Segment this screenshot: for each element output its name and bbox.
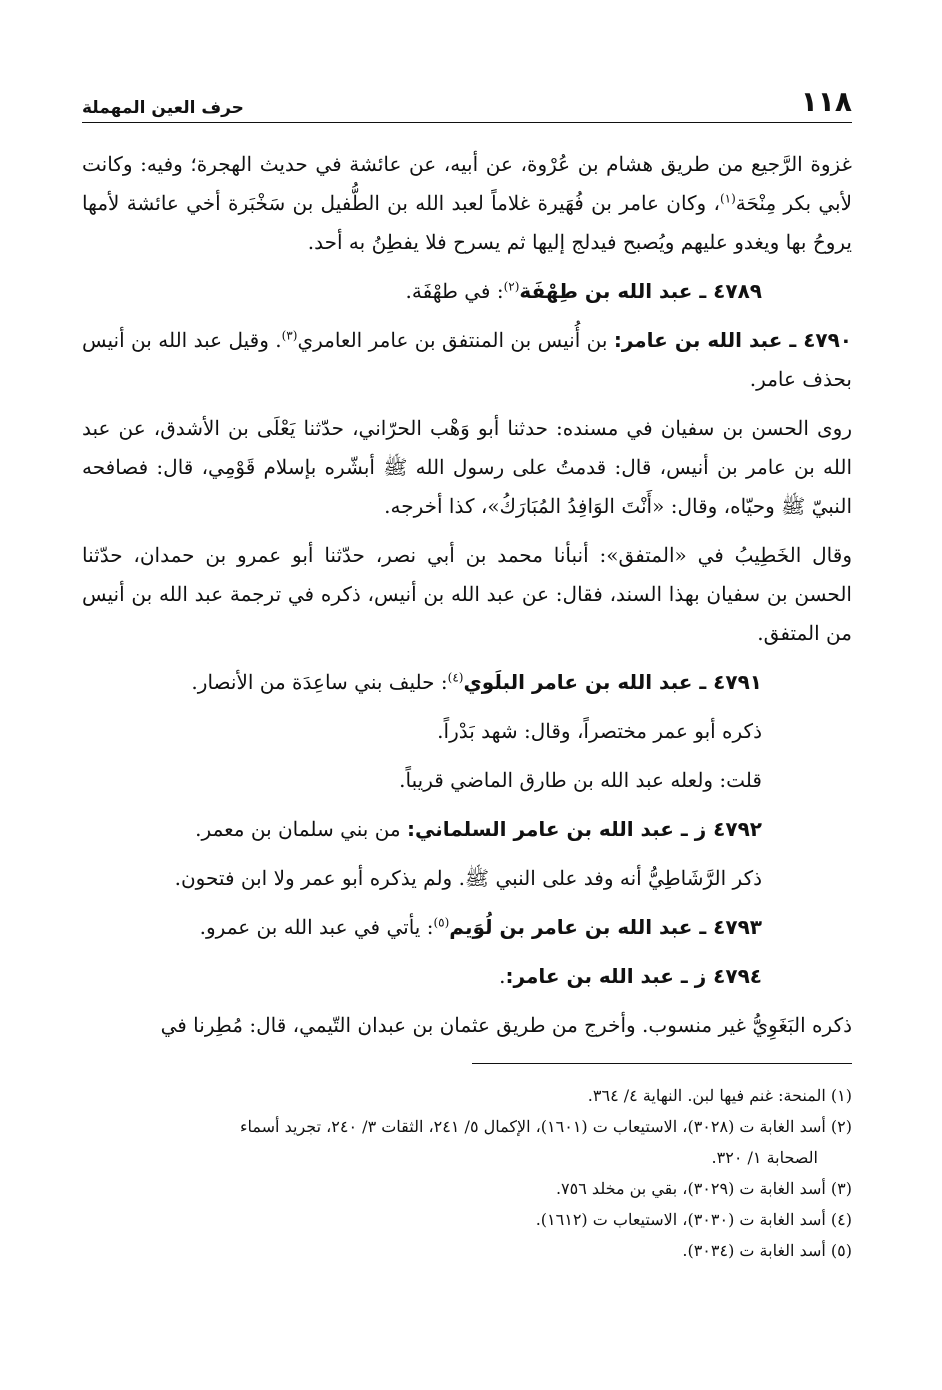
entry-4791 [82, 663, 852, 702]
page-body [82, 145, 852, 1045]
footnote-divider [472, 1063, 852, 1064]
entry-4794 [82, 957, 852, 996]
page-header [82, 78, 852, 123]
footnote-ref: (٣) [281, 328, 298, 343]
paragraph-text: ، وكان عامر بن فُهَيرة غلاماً لعبد الله بن الطُّفيل بن سَخْبَرة أخي عائشة لأمها يروحُ بها ويغدو عليهم ويُصبح فيدلج إليها ثم يسرح فلا يفطِنُ به أحد. [82, 191, 852, 254]
entry-line: ذكر الرَّشَاطِيُّ أنه وفد على النبي ﷺ. ولم يذكره أبو عمر ولا ابن فتحون. [174, 866, 762, 890]
footnote-3: (٣) أسد الغابة ت (٣٠٢٩)، بقي بن مخلد ٧٥٦. [555, 1179, 852, 1198]
paragraph-hijra [82, 145, 852, 262]
entry-text: . وقيل عبد الله بن أنيس بحذف عامر. [82, 328, 852, 391]
entry-line: ذكره أبو عمر مختصراً، وقال: شهد بَدْراً. [437, 719, 762, 743]
footnote-1: (١) المنحة: غنم فيها لبن. النهاية ٤/ ٣٦٤. [587, 1086, 852, 1105]
footnote-ref: (٥) [433, 915, 450, 930]
footnote-ref: (٢) [503, 279, 520, 294]
paragraph-hasan: روى الحسن بن سفيان في مسنده: حدثنا أبو وَهْب الحرّاني، حدّثنا يَعْلَى بن الأشدق، عن عبد الله بن عامر بن أنيس، قال: قدمتُ على رسول الله ﷺ أبشّره بإسلام قَوْمِي، قال: فصافحه النبيّ ﷺ وحيّاه، وقال: «أَنْتَ الوَافِدُ المُبَارَكُ»، كذا أخرجه. [82, 416, 852, 518]
paragraph-text: غزوة الرَّجيع من طريق هشام بن عُرْوة، عن أبيه، عن عائشة في حديث الهجرة؛ وفيه: وكانت لأبي بكر مِنْحَة [82, 152, 852, 215]
entry-text: من بني سلمان بن معمر. [195, 817, 401, 841]
entry-line: قلت: ولعله عبد الله بن طارق الماضي قريباً. [399, 768, 762, 792]
entry-text: . [499, 964, 506, 988]
entry-4792 [82, 810, 852, 849]
entry-heading: ٤٧٩٠ ـ عبد الله بن عامر: [613, 328, 853, 352]
footnote-4: (٤) أسد الغابة ت (٣٠٣٠)، الاستيعاب ت (١٦١٢). [535, 1210, 852, 1229]
entry-text: : في طهْفَة. [405, 279, 504, 303]
entry-heading: ٤٧٩٤ ز ـ عبد الله بن عامر: [505, 964, 762, 988]
entry-heading: ٤٧٩٣ ـ عبد الله بن عامر بن لُوَيم [449, 915, 762, 939]
footnote-2-continued: الصحابة ١/ ٣٢٠. [711, 1148, 818, 1167]
entry-text: بن أُنيس بن المنتفق بن عامر العامري [297, 328, 608, 352]
footnote-ref: (٤) [447, 670, 464, 685]
page-number: ١١٨ [800, 85, 852, 118]
entry-4789 [82, 272, 852, 311]
entry-heading: ٤٧٩٢ ز ـ عبد الله بن عامر السلماني: [407, 817, 762, 841]
entry-4790 [82, 321, 852, 399]
paragraph-baghawi: ذكره البَغَوِيُّ غير منسوب. وأخرج من طريق عثمان بن عبدان التّيمي، قال: مُطِرنا في [160, 1013, 852, 1037]
entry-4793 [82, 908, 852, 947]
running-title: حرف العين المهملة [82, 98, 244, 118]
footnote-5: (٥) أسد الغابة ت (٣٠٣٤). [682, 1241, 852, 1260]
footnote-ref: (١) [719, 191, 736, 206]
entry-text: : حليف بني ساعِدَة من الأنصار. [191, 670, 448, 694]
entry-text: : يأتي في عبد الله بن عمرو. [199, 915, 434, 939]
entry-heading: ٤٧٩١ ـ عبد الله بن عامر البلَوي [463, 670, 762, 694]
paragraph-khatib: وقال الخَطِيبُ في «المتفق»: أنبأنا محمد بن أبي نصر، حدّثنا أبو عمرو بن حمدان، حدّثنا الحسن بن سفيان بهذا السند، فقال: عن عبد الله بن أنيس، ذكره في ترجمة عبد الله بن أنيس من المتفق. [82, 543, 852, 645]
entry-heading: ٤٧٨٩ ـ عبد الله بن طِهْفَة [519, 279, 762, 303]
footnote-2: (٢) أسد الغابة ت (٣٠٢٨)، الاستيعاب ت (١٦٠١)، الإكمال ٥/ ٢٤١، الثقات ٣/ ٢٤٠، تجريد أسماء [240, 1117, 852, 1136]
footnotes [82, 1080, 852, 1266]
